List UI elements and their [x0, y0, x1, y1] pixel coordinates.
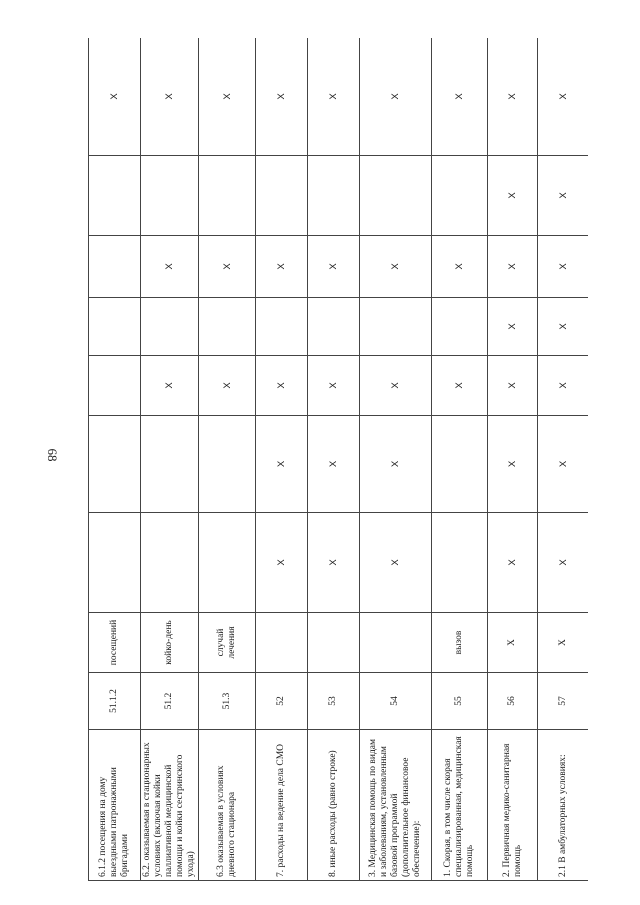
table-cell	[199, 156, 256, 236]
table-cell	[308, 298, 360, 356]
table-row	[141, 38, 199, 881]
table-cell: X	[488, 416, 538, 513]
table-cell: X	[538, 236, 589, 298]
table-cell	[89, 156, 141, 236]
table-grid	[88, 38, 588, 881]
row-code: 55	[432, 673, 488, 730]
table-cell: X	[256, 356, 308, 416]
table-cell	[89, 236, 141, 298]
row-unit: койко-день	[141, 613, 199, 673]
table-cell: X	[89, 38, 141, 156]
table-cell	[199, 298, 256, 356]
table-cell: X	[538, 513, 589, 613]
row-name: 6.1.2 посещения на дому выездными патронажными бригадами	[89, 730, 141, 881]
table-cell	[432, 156, 488, 236]
table-cell	[256, 298, 308, 356]
row-name: 8. иные расходы (равно строке)	[308, 730, 360, 881]
table-cell	[141, 298, 199, 356]
row-name: 2. Первичная медико-санитарная помощь	[488, 730, 538, 881]
table-cell: X	[308, 236, 360, 298]
table-cell	[89, 356, 141, 416]
row-unit	[256, 613, 308, 673]
table-cell: X	[360, 356, 432, 416]
table-cell: X	[432, 356, 488, 416]
row-code: 51.1.2	[89, 673, 141, 730]
table-row	[360, 38, 432, 881]
row-name: 6.2. оказываемая в стационарных условиях (включая койки паллиативной медицинской помощи и койки сестринского ухода)	[141, 730, 199, 881]
row-name: 6.3 оказываемая в условиях дневного стационара	[199, 730, 256, 881]
table-cell: X	[360, 513, 432, 613]
row-unit: X	[488, 613, 538, 673]
table-cell	[141, 416, 199, 513]
row-unit: случай лечения	[199, 613, 256, 673]
table-cell	[89, 513, 141, 613]
table-cell: X	[488, 38, 538, 156]
table-cell: X	[538, 416, 589, 513]
table-cell: X	[141, 38, 199, 156]
row-unit	[360, 613, 432, 673]
row-code: 56	[488, 673, 538, 730]
table-cell	[89, 416, 141, 513]
table-cell: X	[360, 236, 432, 298]
row-code: 57	[538, 673, 589, 730]
table-cell	[199, 416, 256, 513]
table-cell	[432, 513, 488, 613]
row-unit	[308, 613, 360, 673]
table-cell: X	[488, 156, 538, 236]
row-code: 52	[256, 673, 308, 730]
table-cell: X	[432, 236, 488, 298]
table-row	[538, 38, 589, 881]
table-cell	[308, 156, 360, 236]
table-row	[89, 38, 141, 881]
table-cell: X	[141, 356, 199, 416]
table-cell: X	[308, 38, 360, 156]
table-cell	[432, 416, 488, 513]
table-cell: X	[308, 416, 360, 513]
table-cell: X	[141, 236, 199, 298]
row-name: 7. расходы на ведение дела СМО	[256, 730, 308, 881]
table-cell	[256, 156, 308, 236]
table-cell	[141, 513, 199, 613]
table-cell: X	[308, 356, 360, 416]
table-cell	[360, 156, 432, 236]
row-name: 3. Медицинская помощь по видам и заболеваниям, установленным базовой программой (дополнительное финансовое обеспечение):	[360, 730, 432, 881]
row-code: 51.3	[199, 673, 256, 730]
table-cell: X	[256, 38, 308, 156]
table-cell	[360, 298, 432, 356]
table-cell: X	[538, 38, 589, 156]
table-cell: X	[432, 38, 488, 156]
table-row	[308, 38, 360, 881]
table-cell: X	[488, 356, 538, 416]
table-row	[199, 38, 256, 881]
row-unit: X	[538, 613, 589, 673]
table-cell	[199, 513, 256, 613]
row-name: 2.1 В амбулаторных условиях:	[538, 730, 589, 881]
row-code: 53	[308, 673, 360, 730]
table-cell: X	[256, 513, 308, 613]
table-cell: X	[488, 513, 538, 613]
table-cell	[432, 298, 488, 356]
row-unit: посещений	[89, 613, 141, 673]
row-code: 54	[360, 673, 432, 730]
table-cell: X	[488, 236, 538, 298]
table-row	[256, 38, 308, 881]
row-name: 1. Скорая, в том числе скорая специализированная, медицинская помощь	[432, 730, 488, 881]
table-cell: X	[256, 236, 308, 298]
table-cell: X	[488, 298, 538, 356]
table-cell: X	[538, 298, 589, 356]
table-cell: X	[256, 416, 308, 513]
table-cell: X	[538, 156, 589, 236]
table-cell: X	[360, 416, 432, 513]
table-cell	[89, 298, 141, 356]
table-cell: X	[199, 38, 256, 156]
table-cell	[141, 156, 199, 236]
page-number: 68	[45, 448, 60, 462]
table-cell: X	[360, 38, 432, 156]
table-cell: X	[538, 356, 589, 416]
table-row	[432, 38, 488, 881]
table-cell: X	[199, 356, 256, 416]
row-code: 51.2	[141, 673, 199, 730]
table-cell: X	[199, 236, 256, 298]
row-unit: вызов	[432, 613, 488, 673]
financing-table	[88, 38, 588, 881]
table-cell: X	[308, 513, 360, 613]
table-row	[488, 38, 538, 881]
